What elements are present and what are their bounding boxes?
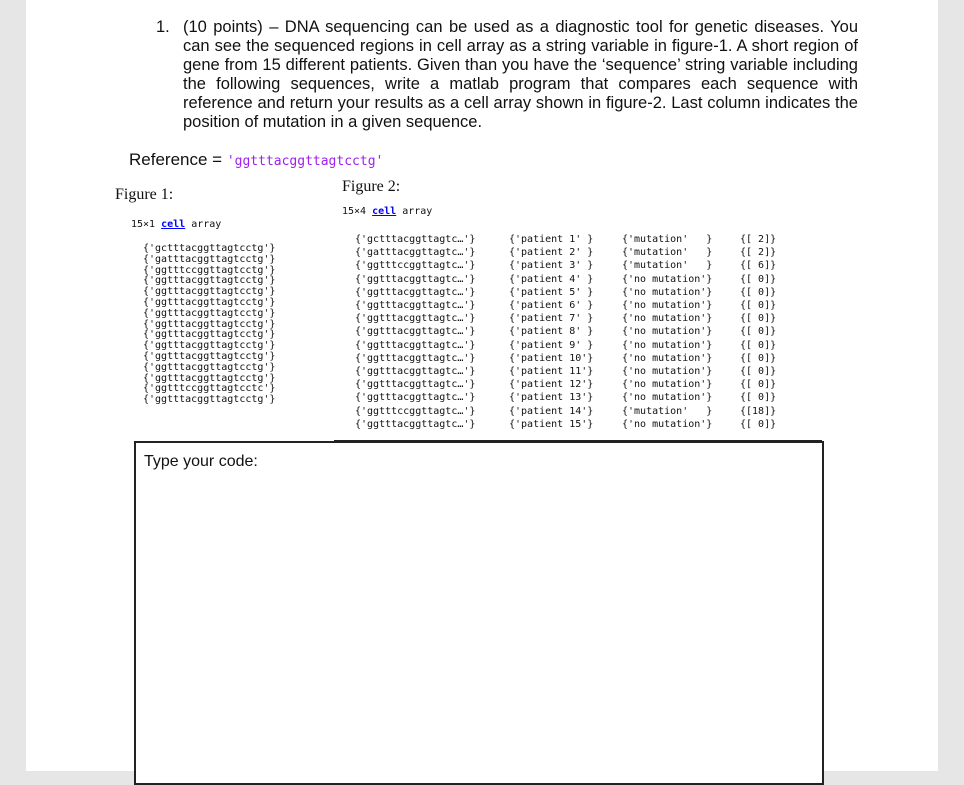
sequence-cell: {'ggtttacggttagtc…'} [355,313,476,325]
status-cell: {'no mutation'} [622,300,713,312]
figure2-row [355,365,790,378]
figure1-row: {'ggtttccggttagtcctg'} [143,264,276,276]
sequence-cell: {'ggtttacggttagtc…'} [355,418,476,430]
patient-cell: {'patient 2' } [509,247,594,259]
figure1-row: {'ggtttacggttagtcctg'} [143,394,276,406]
figure1-cell-array [143,244,275,406]
patient-cell: {'patient 3' } [509,260,594,272]
patient-cell: {'patient 11'} [509,366,594,378]
figure1-row: {'ggtttacggttagtcctg'} [143,372,276,384]
status-cell: {'no mutation'} [622,379,713,391]
position-cell: {[ 0]} [740,392,777,404]
reference-line [129,150,383,170]
figure2-row [355,299,790,312]
figure2-row [355,378,790,391]
status-cell: {'no mutation'} [622,352,713,364]
figure2-row [355,405,790,418]
figure2-row [355,273,790,286]
position-cell: {[ 0]} [740,300,777,312]
sequence-cell: {'ggtttacggttagtc…'} [355,392,476,404]
figure2-row [355,418,790,431]
position-cell: {[ 2]} [740,234,777,245]
figure2-row [355,339,790,352]
figure2-row [355,391,790,404]
figure1-header [131,219,221,230]
code-label: Type your code: [144,453,258,470]
position-cell: {[ 2]} [740,247,777,259]
sequence-cell: {'ggtttccggttagtc…'} [355,260,476,272]
position-cell: {[ 0]} [740,339,777,351]
figure1-title: Figure 1: [115,186,174,203]
figure1-type: array [185,219,222,230]
patient-cell: {'patient 1' } [509,234,594,245]
status-cell: {'no mutation'} [622,418,713,430]
code-answer-box[interactable] [134,441,824,785]
question-number: 1. [156,18,170,36]
status-cell: {'no mutation'} [622,286,713,298]
figure1-row: {'gatttacggttagtcctg'} [143,253,276,265]
figure2-row [355,325,790,338]
reference-label: Reference = [129,150,227,169]
figure2-header [342,206,432,217]
patient-cell: {'patient 15'} [509,418,594,430]
sequence-cell: {'gatttacggttagtc…'} [355,247,476,259]
figure1-row: {'ggtttacggttagtcctg'} [143,361,276,373]
position-cell: {[ 0]} [740,379,777,391]
figure1-row: {'ggtttacggttagtcctg'} [143,275,276,287]
document-page [26,0,938,771]
figure1-row: {'ggtttacggttagtcctg'} [143,340,276,352]
sequence-cell: {'ggtttacggttagtc…'} [355,300,476,312]
patient-cell: {'patient 5' } [509,286,594,298]
position-cell: {[ 0]} [740,326,777,338]
status-cell: {'no mutation'} [622,339,713,351]
patient-cell: {'patient 8' } [509,326,594,338]
figure1-row: {'ggtttacggttagtcctg'} [143,350,276,362]
sequence-cell: {'ggtttacggttagtc…'} [355,339,476,351]
figure2-type: array [396,206,433,217]
figure1-row: {'ggtttacggttagtcctg'} [143,307,276,319]
status-cell: {'no mutation'} [622,366,713,378]
figure1-size: 15×1 [131,219,162,230]
status-cell: {'no mutation'} [622,273,713,285]
figure2-cell-array [355,233,790,431]
position-cell: {[ 0]} [740,418,777,430]
position-cell: {[ 0]} [740,313,777,325]
figure2-title: Figure 2: [342,178,401,195]
position-cell: {[ 6]} [740,260,777,272]
question-text: (10 points) – DNA sequencing can be used as a diagnostic tool for genetic diseases. You can see the sequenced regions in cell array as a string variable in figure-1. A short region of gene from 15 different patients. Given than you have the ‘sequence’ string variable including the following sequences, write a matlab program that compares each sequence with reference and return your results as a cell array shown in figure-2. Last column indicates the position of mutation in a given sequence. [183,18,858,131]
figure2-row [355,312,790,325]
status-cell: {'mutation' } [622,260,713,272]
patient-cell: {'patient 12'} [509,379,594,391]
figure1-cell-keyword[interactable]: cell [161,219,186,230]
question-block [156,18,858,132]
sequence-cell: {'ggtttacggttagtc…'} [355,273,476,285]
patient-cell: {'patient 4' } [509,273,594,285]
figure1-row: {'gctttacggttagtcctg'} [143,243,276,254]
position-cell: {[18]} [740,405,777,417]
figure1-row: {'ggtttacggttagtcctg'} [143,296,276,308]
sequence-cell: {'gctttacggttagtc…'} [355,234,476,245]
status-cell: {'mutation' } [622,247,713,259]
position-cell: {[ 0]} [740,286,777,298]
patient-cell: {'patient 10'} [509,352,594,364]
status-cell: {'no mutation'} [622,392,713,404]
sequence-cell: {'ggtttacggttagtc…'} [355,326,476,338]
figure2-row [355,259,790,272]
position-cell: {[ 0]} [740,352,777,364]
patient-cell: {'patient 14'} [509,405,594,417]
figure2-row [355,246,790,259]
figure2-row [355,233,790,246]
patient-cell: {'patient 6' } [509,300,594,312]
sequence-cell: {'ggtttacggttagtc…'} [355,286,476,298]
figure2-row [355,286,790,299]
patient-cell: {'patient 13'} [509,392,594,404]
status-cell: {'mutation' } [622,234,713,245]
figure1-row: {'ggtttacggttagtcctg'} [143,286,276,298]
figure1-row: {'ggtttacggttagtcctg'} [143,329,276,341]
patient-cell: {'patient 7' } [509,313,594,325]
figure2-row [355,352,790,365]
figure1-row: {'ggtttacggttagtcctg'} [143,318,276,330]
patient-cell: {'patient 9' } [509,339,594,351]
reference-value: 'ggtttacggttagtcctg' [226,154,384,169]
position-cell: {[ 0]} [740,366,777,378]
status-cell: {'mutation' } [622,405,713,417]
sequence-cell: {'ggtttccggttagtc…'} [355,405,476,417]
sequence-cell: {'ggtttacggttagtc…'} [355,352,476,364]
figure2-cell-keyword[interactable]: cell [372,206,397,217]
status-cell: {'no mutation'} [622,313,713,325]
figure1-row: {'ggtttccggttagtcctc'} [143,383,276,395]
status-cell: {'no mutation'} [622,326,713,338]
sequence-cell: {'ggtttacggttagtc…'} [355,366,476,378]
figure2-size: 15×4 [342,206,373,217]
sequence-cell: {'ggtttacggttagtc…'} [355,379,476,391]
position-cell: {[ 0]} [740,273,777,285]
